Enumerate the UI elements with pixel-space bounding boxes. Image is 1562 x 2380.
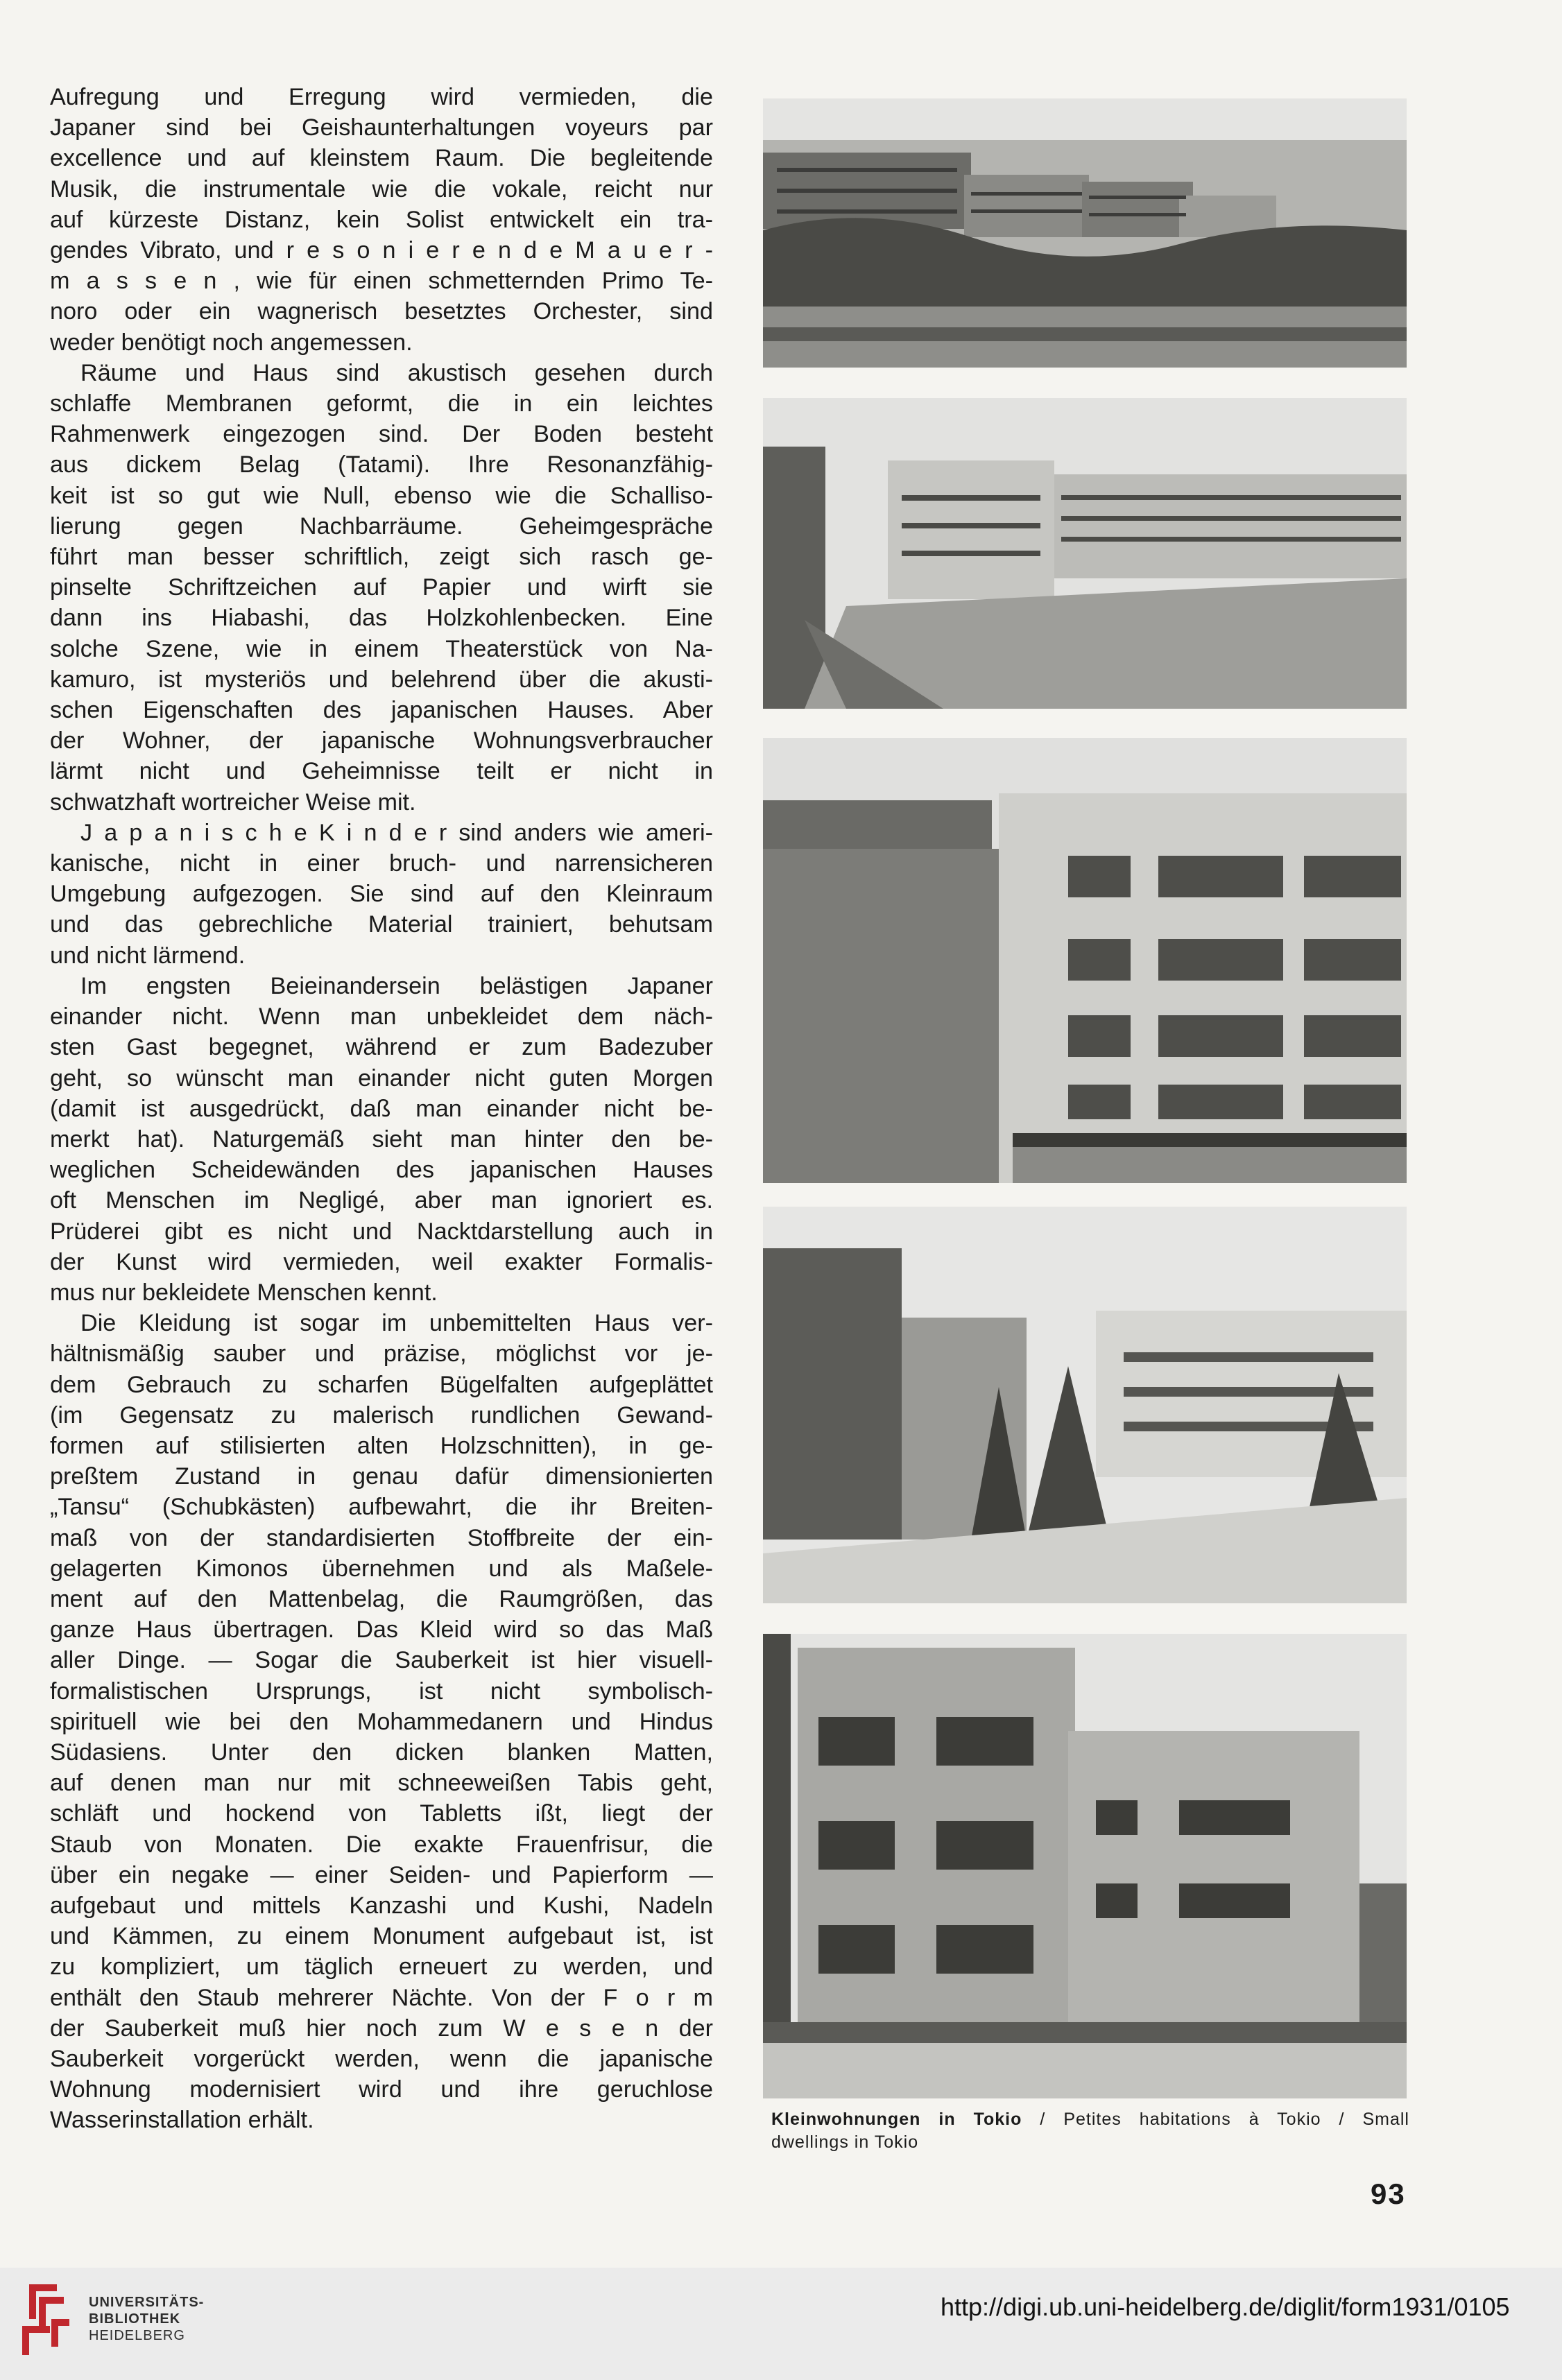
text-line: Die Kleidung ist sogar im unbemittelten Haus ver-: [80, 1310, 713, 1337]
text-line: aller Dinge. — Sogar die Sauberkeit ist hier visuell-: [50, 1647, 713, 1674]
text-line: schen Eigenschaften des japanischen Hauses. Aber: [50, 697, 713, 724]
text-line: Wohnung modernisiert wird und ihre geruchlose: [50, 2076, 713, 2103]
text-line: enthält den Staub mehrerer Nächte. Von der F o r m: [50, 1984, 713, 2011]
photo-four-storey-building: [763, 738, 1407, 1183]
article-text-column: [50, 82, 713, 2136]
text-line: und das gebrechliche Material trainiert, behutsam: [50, 911, 713, 938]
text-line: m a s s e n , wie für einen schmetternden Primo Te-: [50, 268, 713, 295]
text-line: kanische, nicht in einer bruch- und narrensicheren: [50, 850, 713, 877]
caption-translations: / Petites habitations à Tokio / Small: [1022, 2110, 1409, 2129]
text-line: schlaffe Membranen geformt, die in ein leichtes: [50, 390, 713, 417]
text-line: schwatzhaft wortreicher Weise mit.: [50, 788, 416, 816]
library-name-line1: UNIVERSITÄTS-: [89, 2295, 205, 2310]
text-line: Sauberkeit vorgerückt werden, wenn die japanische: [50, 2046, 713, 2072]
text-line: aufgebaut und mittels Kanzashi und Kushi, Nadeln: [50, 1892, 713, 1919]
page-number: 93: [1371, 2178, 1406, 2210]
text-line: solche Szene, wie in einem Theaterstück von Na-: [50, 635, 713, 662]
text-line: ment auf den Mattenbelag, die Raumgrößen, das: [50, 1585, 713, 1612]
footer-bar: [0, 2268, 1562, 2380]
text-line: formen auf stilisierten alten Holzschnitten), in ge-: [50, 1432, 713, 1459]
text-line: J a p a n i s c h e K i n d e r sind anders wie ameri-: [80, 819, 713, 846]
text-line: „Tansu“ (Schubkästen) aufbewahrt, die ihr Breiten-: [50, 1494, 713, 1521]
text-line: aus dickem Belag (Tatami). Ihre Resonanzfähig-: [50, 451, 713, 478]
text-line: noro oder ein wagnerisch besetztes Orchester, sind: [50, 298, 713, 325]
text-line: formalistischen Ursprungs, ist nicht symbolisch-: [50, 1678, 713, 1705]
text-line: Umgebung aufgezogen. Sie sind auf den Kleinraum: [50, 881, 713, 908]
text-line: Im engsten Beieinandersein belästigen Japaner: [80, 972, 713, 999]
text-line: Prüderei gibt es nicht und Nacktdarstellung auch in: [50, 1218, 713, 1245]
text-line: spirituell wie bei den Mohammedanern und Hindus: [50, 1708, 713, 1735]
text-line: der Kunst wird vermieden, weil exakter Formalis-: [50, 1248, 713, 1275]
text-line: und Kämmen, zu einem Monument aufgebaut ist, ist: [50, 1923, 713, 1950]
text-line: einander nicht. Wenn man unbekleidet dem näch-: [50, 1003, 713, 1031]
text-line: gendes Vibrato, und r e s o n i e r e n d e M a u e r -: [50, 237, 713, 264]
text-line: keit ist so gut wie Null, ebenso wie die Schalliso-: [50, 482, 713, 509]
text-line: Aufregung und Erregung wird vermieden, die: [50, 84, 713, 110]
photo-apartment-blocks-hillside: [763, 98, 1407, 368]
text-line: der Wohner, der japanische Wohnungsverbraucher: [50, 727, 713, 754]
photo-buildings-with-trees: [763, 1207, 1407, 1603]
text-line: dann ins Hiabashi, das Holzkohlenbecken. Eine: [50, 605, 713, 632]
text-line: weglichen Scheidewänden des japanischen Hauses: [50, 1157, 713, 1184]
text-line: (damit ist ausgedrückt, daß man einander nicht be-: [50, 1095, 713, 1122]
text-line: lierung gegen Nachbarräume. Geheimgespräche: [50, 512, 713, 540]
text-line: über ein negake — einer Seiden- und Papierform —: [50, 1861, 713, 1888]
text-line: führt man besser schriftlich, zeigt sich rasch ge-: [50, 544, 713, 571]
text-line: gelagerten Kimonos übernehmen und als Maßele-: [50, 1555, 713, 1582]
text-line: mus nur bekleidete Menschen kennt.: [50, 1279, 438, 1306]
library-name-line2: BIBLIOTHEK: [89, 2311, 181, 2327]
photo-courtyard-housing: [763, 398, 1407, 709]
text-line: merkt hat). Naturgemäß sieht man hinter den be-: [50, 1126, 713, 1153]
text-line: (im Gegensatz zu malerisch rundlichen Gewand-: [50, 1402, 713, 1429]
text-line: dem Gebrauch zu scharfen Bügelfalten aufgeplättet: [50, 1371, 713, 1398]
text-line: ganze Haus übertragen. Das Kleid wird so das Maß: [50, 1616, 713, 1644]
text-line: Japaner sind bei Geishaunterhaltungen voyeurs par: [50, 114, 713, 141]
text-line: sten Gast begegnet, während er zum Badezuber: [50, 1034, 713, 1061]
text-line: weder benötigt noch angemessen.: [50, 329, 413, 356]
text-line: geht, so wünscht man einander nicht guten Morgen: [50, 1064, 713, 1092]
text-line: Räume und Haus sind akustisch gesehen durch: [80, 359, 713, 386]
text-line: hältnismäßig sauber und präzise, möglichst vor je-: [50, 1340, 713, 1368]
text-line: und nicht lärmend.: [50, 942, 246, 969]
text-line: Südasiens. Unter den dicken blanken Matten,: [50, 1739, 713, 1766]
text-line: Rahmenwerk eingezogen sind. Der Boden besteht: [50, 421, 713, 448]
text-line: kamuro, ist mysteriös und belehrend über die akusti-: [50, 666, 713, 693]
photo-caption: [771, 2108, 1409, 2131]
text-line: Musik, die instrumentale wie die vokale, reicht nur: [50, 175, 713, 202]
photo-caption-line2: dwellings in Tokio: [771, 2132, 919, 2152]
text-line: Staub von Monaten. Die exakte Frauenfrisur, die: [50, 1831, 713, 1858]
text-line: zu kompliziert, um täglich erneuert zu werden, und: [50, 1954, 713, 1981]
library-name: [89, 2294, 204, 2344]
text-line: oft Menschen im Negligé, aber man ignoriert es.: [50, 1187, 713, 1214]
text-line: lärmt nicht und Geheimnisse teilt er nicht in: [50, 758, 713, 785]
text-line: auf kürzeste Distanz, kein Solist entwickelt ein tra-: [50, 206, 713, 233]
library-logo-icon: [15, 2277, 75, 2361]
text-line: preßtem Zustand in genau dafür dimensionierten: [50, 1463, 713, 1490]
text-line: Wasserinstallation erhält.: [50, 2107, 314, 2134]
text-line: der Sauberkeit muß hier noch zum W e s e n der: [50, 2015, 713, 2042]
text-line: auf denen man nur mit schneeweißen Tabis geht,: [50, 1770, 713, 1797]
text-line: schläft und hockend von Tabletts ißt, liegt der: [50, 1800, 713, 1827]
library-name-line3: HEIDELBERG: [89, 2328, 185, 2343]
photo-two-apartment-buildings: [763, 1634, 1407, 2098]
caption-title: Kleinwohnungen in Tokio: [771, 2110, 1022, 2129]
text-line: excellence und auf kleinstem Raum. Die begleitende: [50, 145, 713, 172]
text-line: pinselte Schriftzeichen auf Papier und wirft sie: [50, 574, 713, 601]
source-url-link[interactable]: http://digi.ub.uni-heidelberg.de/diglit/form1931/0105: [941, 2293, 1510, 2321]
text-line: maß von der standardisierten Stoffbreite der ein-: [50, 1524, 713, 1551]
